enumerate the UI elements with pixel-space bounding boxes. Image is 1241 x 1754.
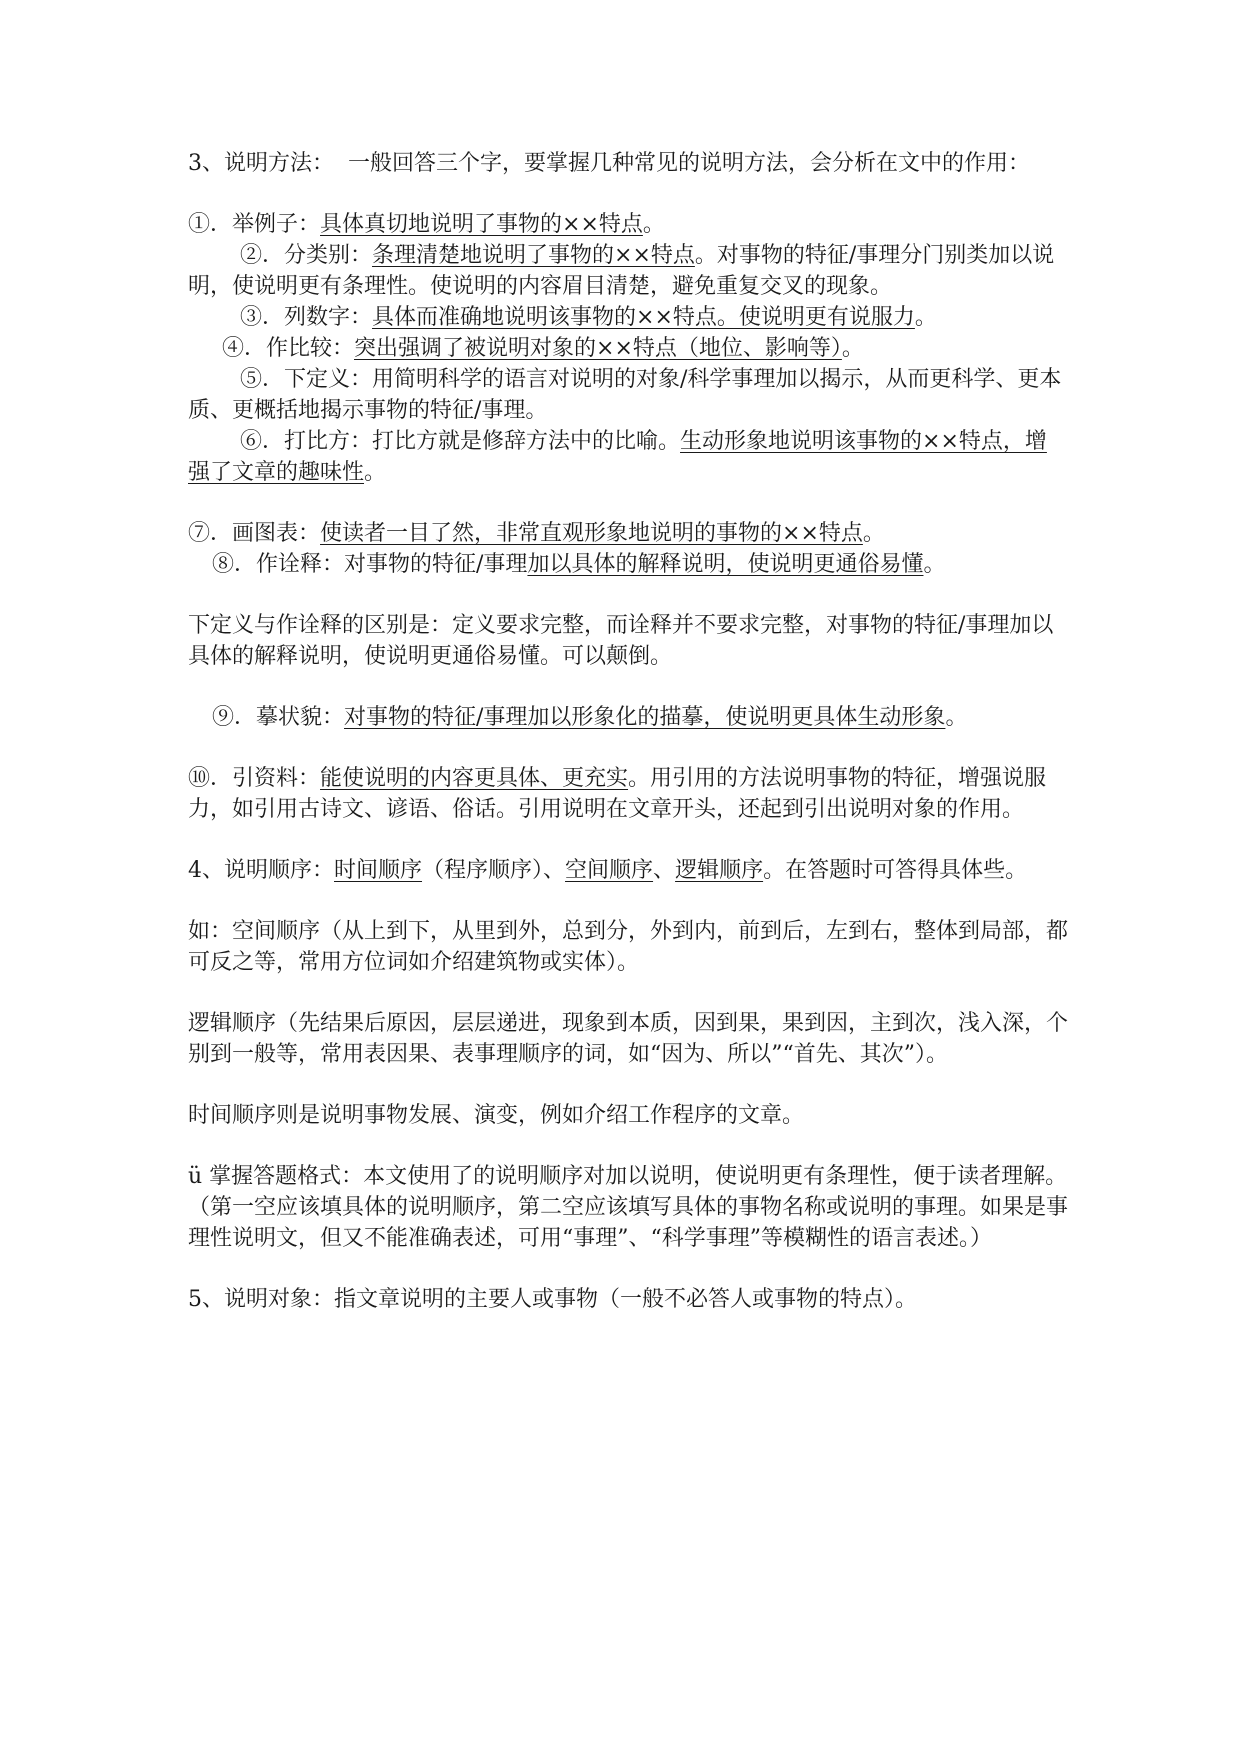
method-9 xyxy=(188,702,1068,733)
space-order-paragraph: 如：空间顺序（从上到下，从里到外，总到分，外到内，前到后，左到右，整体到局部，都可反之等，常用方位词如介绍建筑物或实体）。 xyxy=(188,919,1069,975)
method-1-underlined: 具体真切地说明了事物的××特点 xyxy=(320,212,643,237)
method-9-underlined: 对事物的特征/事理加以形象化的描摹，使说明更具体生动形象 xyxy=(344,705,946,730)
order-separator: 、 xyxy=(653,858,676,883)
method-9-label: ⑨．摹状貌： xyxy=(212,705,345,730)
method-3-tail: 。 xyxy=(914,305,937,330)
method-6-label: ⑥．打比方： xyxy=(240,429,373,454)
method-4 xyxy=(188,333,1068,364)
method-1-tail: 。 xyxy=(642,212,665,237)
logic-order-paragraph: 逻辑顺序（先结果后原因，层层递进，现象到本质，因到果，果到因，主到次，浅入深，个别到一般等，常用表因果、表事理顺序的词，如“因为、所以”“首先、其次”）。 xyxy=(188,1011,1069,1067)
section-4-heading: 4、说明顺序： xyxy=(188,858,334,883)
time-order-paragraph: 时间顺序则是说明事物发展、演变，例如介绍工作程序的文章。 xyxy=(188,1103,805,1128)
order-space: 空间顺序 xyxy=(565,858,654,883)
method-3-underlined: 具体而准确地说明该事物的××特点。使说明更有说服力 xyxy=(372,305,915,330)
method-3-label: ③．列数字： xyxy=(240,305,373,330)
method-2 xyxy=(188,240,1068,302)
method-8-underlined: 加以具体的解释说明，使说明更通俗易懂 xyxy=(527,552,924,577)
method-10-underlined: 能使说明的内容更具体、更充实 xyxy=(320,766,629,791)
method-9-tail: 。 xyxy=(945,705,968,730)
method-4-underlined: 突出强调了被说明对象的××特点（地位、影响等） xyxy=(354,336,842,361)
section-4-tail: 。在答题时可答得具体些。 xyxy=(763,858,1028,883)
method-5-label: ⑤．下定义： xyxy=(240,367,373,392)
method-8-label: ⑧．作诠释： xyxy=(212,552,345,577)
section-3-paragraph xyxy=(188,148,1068,179)
method-8 xyxy=(188,549,1068,580)
method-1-label: ①．举例子： xyxy=(188,212,321,237)
method-7-underlined: 使读者一目了然，非常直观形象地说明的事物的××特点 xyxy=(320,521,863,546)
method-10-tail: 。用引用的方法说明事物的特征，增强说服力，如引用古诗文、谚语、俗话。引用说明在文章开头，还起到引出说明对象的作用。 xyxy=(188,766,1047,822)
method-4-label: ④．作比较： xyxy=(222,336,355,361)
method-10-label: ⑩．引资料： xyxy=(188,766,321,791)
order-time: 时间顺序 xyxy=(334,858,423,883)
method-2-tail: 。对事物的特征/事理分门别类加以说明，使说明更有条理性。使说明的内容眉目清楚，避免重复交叉的现象。 xyxy=(188,243,1055,299)
method-4-tail: 。 xyxy=(841,336,864,361)
method-6-underlined: 生动形象地说明该事物的××特点，增强了文章的趣味性 xyxy=(188,429,1047,485)
method-7-tail: 。 xyxy=(862,521,885,546)
answer-format-paragraph: ü 掌握答题格式：本文使用了的说明顺序对加以说明，使说明更有条理性，便于读者理解。（第一空应该填具体的说明顺序，第二空应该填写具体的事物名称或说明的事理。如果是事理性说明文，但又不能准确表述，可用“事理”、“科学事理”等模糊性的语言表述。） xyxy=(188,1164,1069,1251)
method-8-tail: 。 xyxy=(923,552,946,577)
method-1 xyxy=(188,209,1068,240)
method-10 xyxy=(188,763,1068,825)
method-6 xyxy=(188,426,1068,488)
section-3-intro: 一般回答三个字，要掌握几种常见的说明方法，会分析在文中的作用： xyxy=(348,151,1031,176)
method-3 xyxy=(188,302,1068,333)
order-time-note: （程序顺序）、 xyxy=(422,858,566,883)
method-6-pre: 打比方就是修辞方法中的比喻。 xyxy=(372,429,681,454)
difference-paragraph: 下定义与作诠释的区别是：定义要求完整，而诠释并不要求完整，对事物的特征/事理加以具体的解释说明，使说明更通俗易懂。可以颠倒。 xyxy=(188,613,1054,669)
method-2-underlined: 条理清楚地说明了事物的××特点 xyxy=(372,243,695,268)
section-4-paragraph xyxy=(188,855,1068,886)
order-logic: 逻辑顺序 xyxy=(675,858,764,883)
method-8-pre: 对事物的特征/事理 xyxy=(344,552,528,577)
section-3-heading: 3、说明方法： xyxy=(188,151,334,176)
method-6-tail: 。 xyxy=(364,460,387,485)
method-2-label: ②．分类别： xyxy=(240,243,373,268)
section-5-paragraph: 5、说明对象：指文章说明的主要人或事物（一般不必答人或事物的特点）。 xyxy=(188,1287,917,1312)
method-5 xyxy=(188,364,1068,426)
document-page xyxy=(188,148,1068,1315)
method-5-text: 用简明科学的语言对说明的对象/科学事理加以揭示，从而更科学、更本质、更概括地揭示事物的特征/事理。 xyxy=(188,367,1062,423)
method-7-label: ⑦．画图表： xyxy=(188,521,321,546)
method-7 xyxy=(188,518,1068,549)
